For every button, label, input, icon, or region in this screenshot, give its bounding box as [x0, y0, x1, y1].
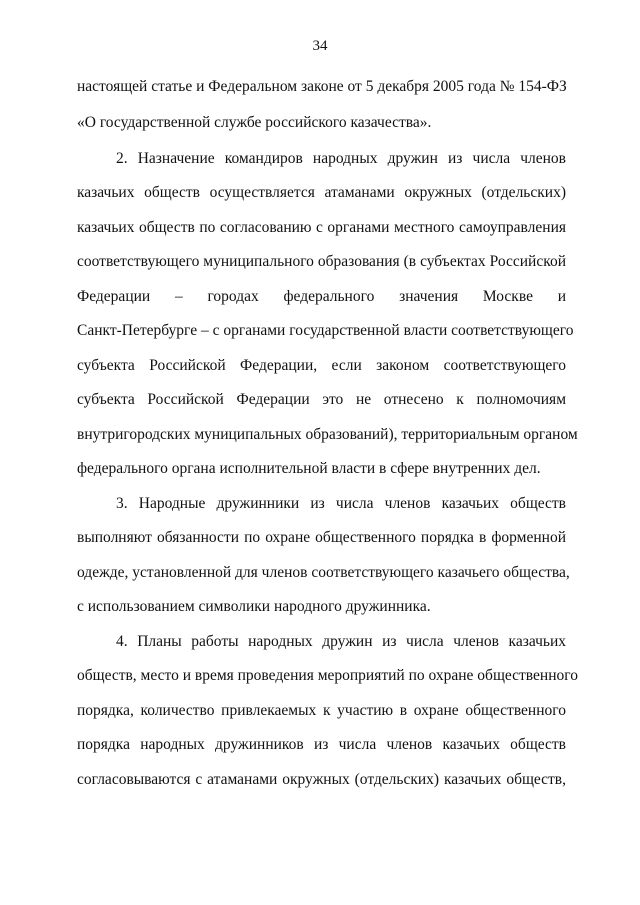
- text-line: внутригородских муниципальных образований), территориальным органом: [77, 426, 578, 443]
- text-line: Федерации – городах федерального значения Москве и: [77, 288, 566, 305]
- text-line: казачьих обществ осуществляется атаманами окружных (отдельских): [77, 184, 566, 201]
- text-line: обществ, место и время проведения мероприятий по охране общественного: [77, 667, 578, 684]
- text-line: соответствующего муниципального образования (в субъектах Российской: [77, 253, 566, 270]
- text-line: с использованием символики народного дружинника.: [77, 598, 431, 615]
- text-line: 3. Народные дружинники из числа членов казачьих обществ: [116, 495, 566, 512]
- text-line: настоящей статье и Федеральном законе от 5 декабря 2005 года № 154-ФЗ: [77, 78, 567, 95]
- text-line: согласовываются с атаманами окружных (отдельских) казачьих обществ,: [77, 771, 566, 788]
- text-line: федерального органа исполнительной власти в сфере внутренних дел.: [77, 460, 541, 477]
- text-line: Санкт-Петербурге – с органами государственной власти соответствующего: [77, 322, 574, 339]
- text-line: выполняют обязанности по охране общественного порядка в форменной: [77, 529, 566, 546]
- text-line: 2. Назначение командиров народных дружин из числа членов: [116, 150, 566, 167]
- text-line: одежде, установленной для членов соответствующего казачьего общества,: [77, 564, 570, 581]
- text-line: порядка народных дружинников из числа членов казачьих обществ: [77, 736, 566, 753]
- text-line: порядка, количество привлекаемых к участию в охране общественного: [77, 702, 566, 719]
- page-number: 34: [312, 38, 328, 54]
- text-line: 4. Планы работы народных дружин из числа членов казачьих: [116, 633, 566, 650]
- text-line: казачьих обществ по согласованию с органами местного самоуправления: [77, 219, 566, 236]
- text-line: «О государственной службе российского казачества».: [77, 114, 432, 131]
- text-line: субъекта Российской Федерации это не отнесено к полномочиям: [77, 391, 566, 408]
- text-line: субъекта Российской Федерации, если законом соответствующего: [77, 357, 566, 374]
